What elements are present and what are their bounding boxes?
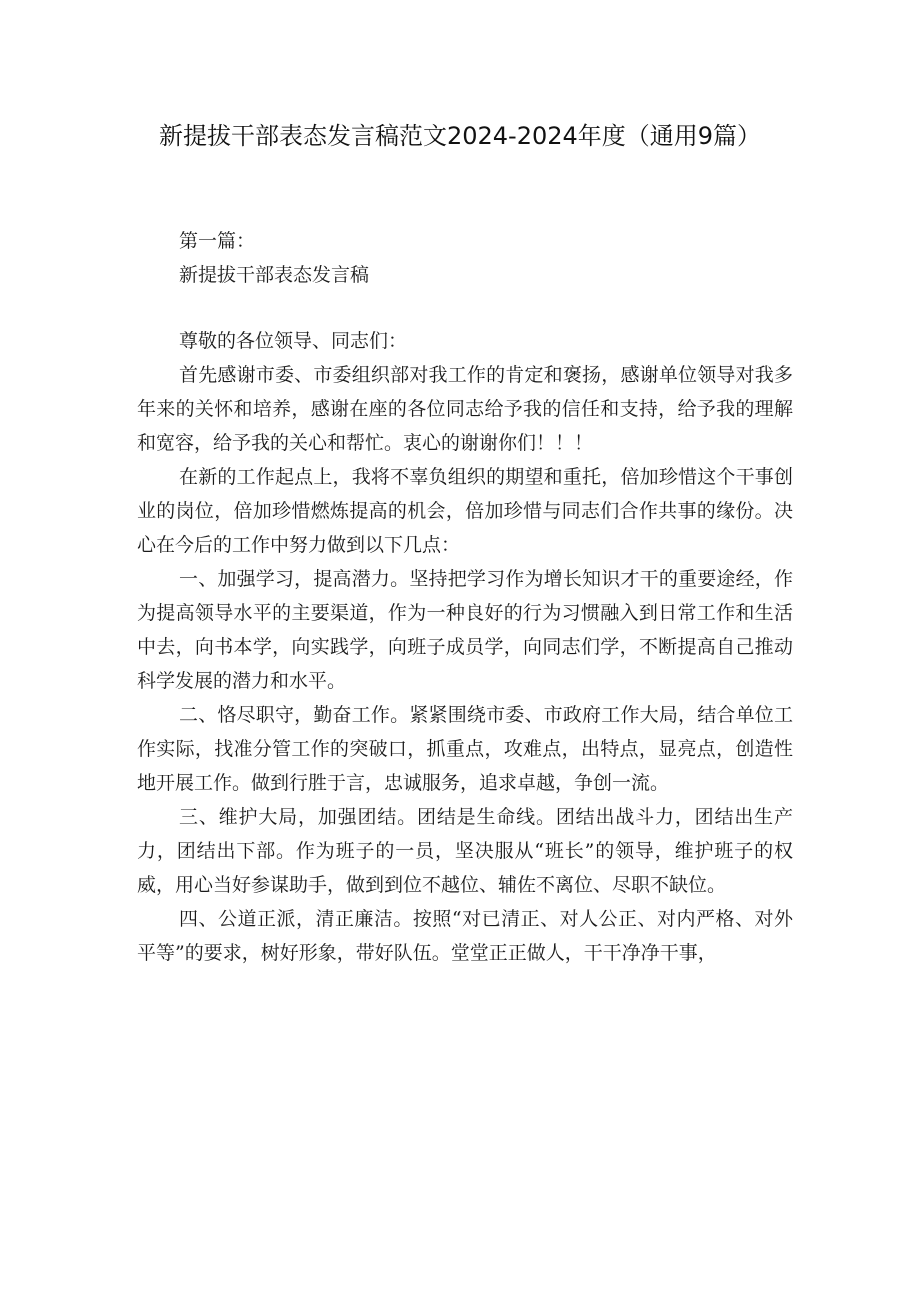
paragraph-point-4: 四、公道正派，清正廉洁。按照“对已清正、对人公正、对内严格、对外平等”的要求，树好形象，带好队伍。堂堂正正做人，干干净净干事， <box>137 908 793 964</box>
document-body <box>137 224 793 970</box>
section-title: 新提拔干部表态发言稿 <box>179 264 370 286</box>
section-label: 第一篇： <box>179 230 256 252</box>
paragraph-point-1: 一、加强学习，提高潜力。坚持把学习作为增长知识才干的重要途经，作为提高领导水平的主要渠道，作为一种良好的行为习惯融入到日常工作和生活中去，向书本学，向实践学，向班子成员学，向同志们学，不断提高自己推动科学发展的潜力和水平。 <box>137 568 793 692</box>
paragraph-thanks: 首先感谢市委、市委组织部对我工作的肯定和褒扬，感谢单位领导对我多年来的关怀和培养，感谢在座的各位同志给予我的信任和支持，给予我的理解和宽容，给予我的关心和帮忙。衷心的谢谢你们！！！ <box>137 364 793 454</box>
document-title: 新提拔干部表态发言稿范文2024-2024年度（通用9篇） <box>158 122 762 150</box>
paragraph-point-3: 三、维护大局，加强团结。团结是生命线。团结出战斗力，团结出生产力，团结出下部。作为班子的一员，坚决服从“班长”的领导，维护班子的权威，用心当好参谋助手，做到到位不越位、辅佐不离位、尽职不缺位。 <box>137 806 793 896</box>
paragraph-point-2: 二、恪尽职守，勤奋工作。紧紧围绕市委、市政府工作大局，结合单位工作实际，找准分管工作的突破口，抓重点，攻难点，出特点，显亮点，创造性地开展工作。做到行胜于言，忠诚服务，追求卓越，争创一流。 <box>137 704 793 794</box>
paragraph-commitment: 在新的工作起点上，我将不辜负组织的期望和重托，倍加珍惜这个干事创业的岗位，倍加珍惜燃炼提高的机会，倍加珍惜与同志们合作共事的缘份。决心在今后的工作中努力做到以下几点： <box>137 466 793 556</box>
salutation: 尊敬的各位领导、同志们： <box>179 330 408 352</box>
